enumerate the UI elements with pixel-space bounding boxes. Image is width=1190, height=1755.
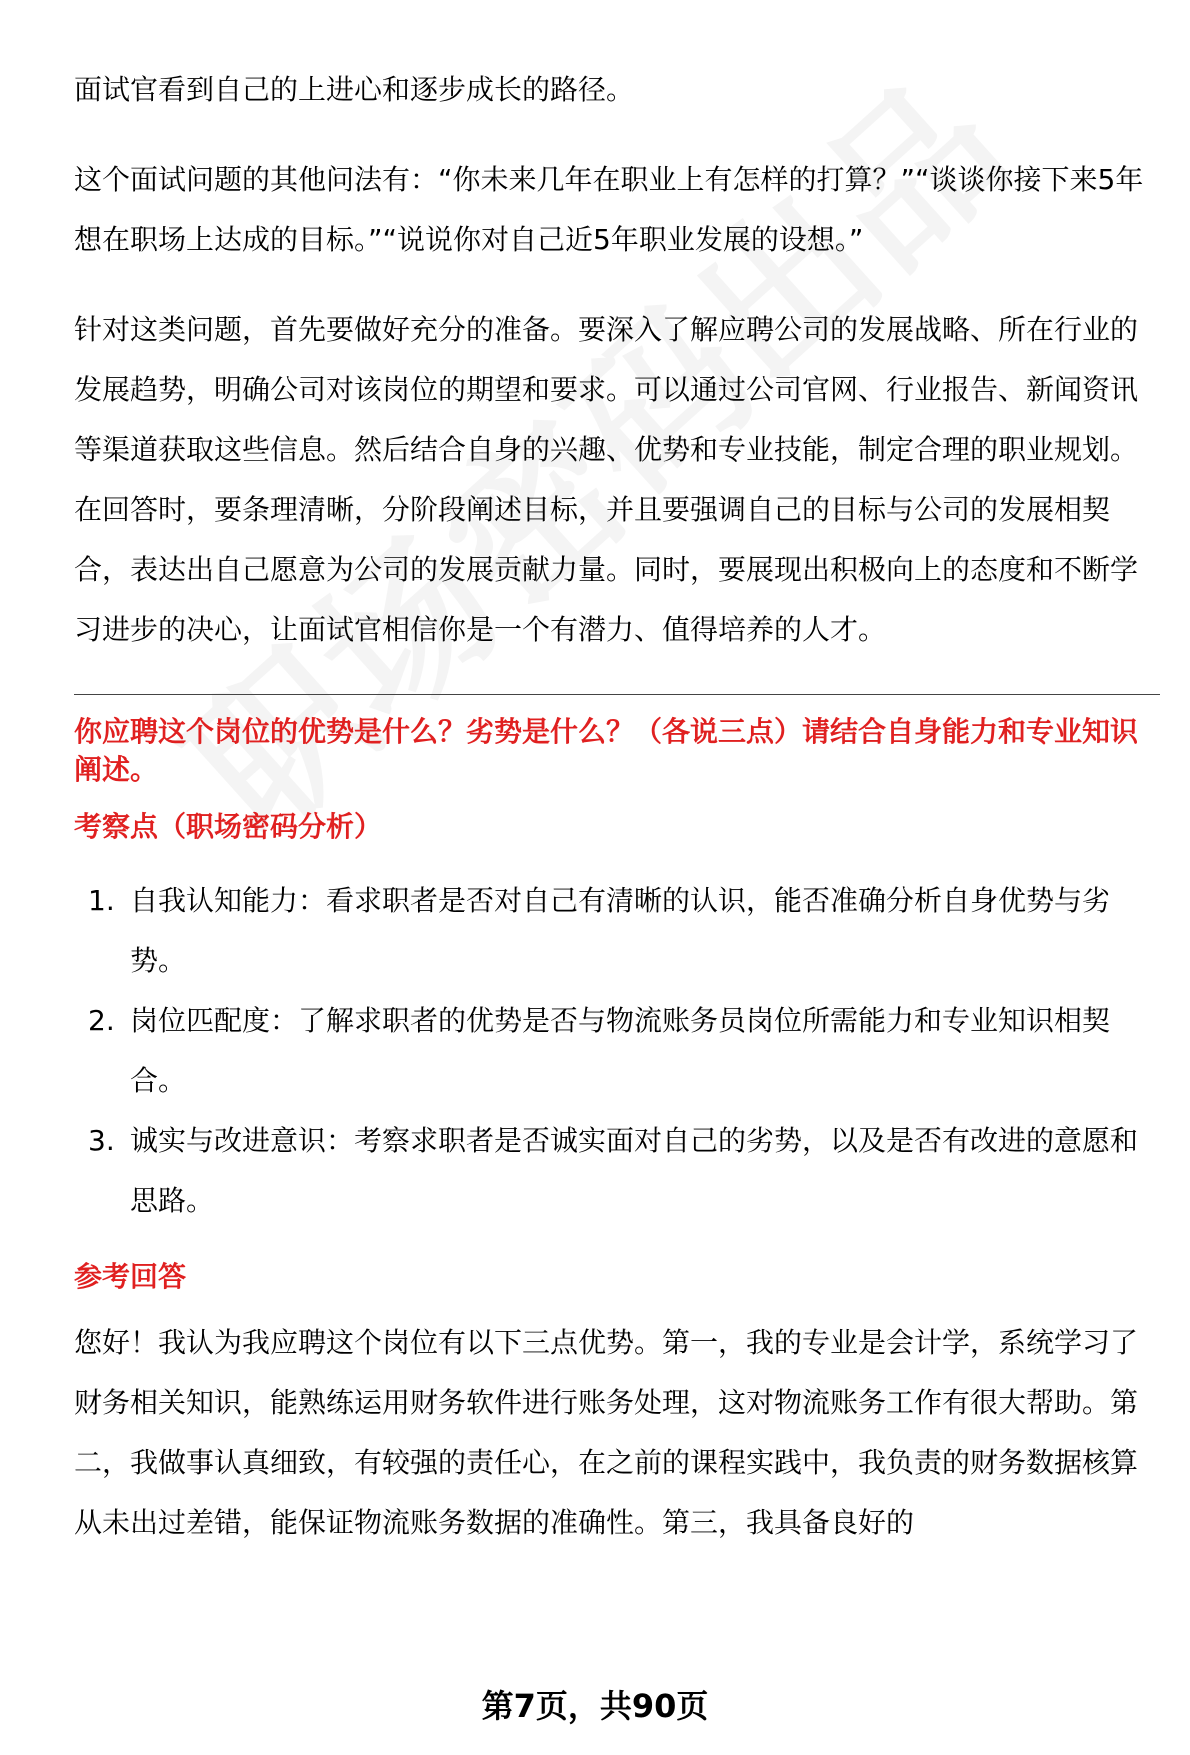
question-heading: 你应聘这个岗位的优势是什么？劣势是什么？（各说三点）请结合自身能力和专业知识阐述。 — [74, 715, 1139, 786]
list-item-number: 1. — [88, 884, 115, 917]
list-item — [74, 871, 1160, 991]
assessment-heading: 考察点（职场密码分析） — [74, 810, 383, 843]
other-phrasings-paragraph: 这个面试问题的其他问法有：“你未来几年在职业上有怎样的打算？”“谈谈你接下来5年想在职场上达成的目标。”“说说你对自己近5年职业发展的设想。” — [74, 163, 1144, 256]
assessment-list — [74, 871, 1160, 1231]
list-item-text: 诚实与改进意识：考察求职者是否诚实面对自己的劣势，以及是否有改进的意愿和思路。 — [130, 1124, 1139, 1217]
list-item-text: 岗位匹配度：了解求职者的优势是否与物流账务员岗位所需能力和专业知识相契合。 — [130, 1004, 1111, 1097]
reference-heading: 参考回答 — [74, 1260, 187, 1293]
page-number: 第7页，共90页 — [481, 1687, 709, 1725]
list-item-number: 2. — [88, 1004, 115, 1037]
section-divider — [74, 694, 1160, 695]
list-item — [74, 991, 1160, 1111]
reference-answer: 您好！我认为我应聘这个岗位有以下三点优势。第一，我的专业是会计学，系统学习了财务相关知识，能熟练运用财务软件进行账务处理，这对物流账务工作有很大帮助。第二，我做事认真细致，有较强的责任心，在之前的课程实践中，我负责的财务数据核算从未出过差错，能保证物流账务数据的准确性。第三，我具备良好的 — [74, 1326, 1139, 1539]
list-item — [74, 1111, 1160, 1231]
page-content — [74, 60, 1160, 1553]
strategy-paragraph: 针对这类问题，首先要做好充分的准备。要深入了解应聘公司的发展战略、所在行业的发展趋势，明确公司对该岗位的期望和要求。可以通过公司官网、行业报告、新闻资讯等渠道获取这些信息。然后结合自身的兴趣、优势和专业技能，制定合理的职业规划。在回答时，要条理清晰，分阶段阐述目标，并且要强调自己的目标与公司的发展相契合，表达出自己愿意为公司的发展贡献力量。同时，要展现出积极向上的态度和不断学习进步的决心，让面试官相信你是一个有潜力、值得培养的人才。 — [74, 313, 1139, 646]
intro-paragraph: 面试官看到自己的上进心和逐步成长的路径。 — [74, 73, 635, 106]
list-item-text: 自我认知能力：看求职者是否对自己有清晰的认识，能否准确分析自身优势与劣势。 — [130, 884, 1111, 977]
list-item-number: 3. — [88, 1124, 115, 1157]
